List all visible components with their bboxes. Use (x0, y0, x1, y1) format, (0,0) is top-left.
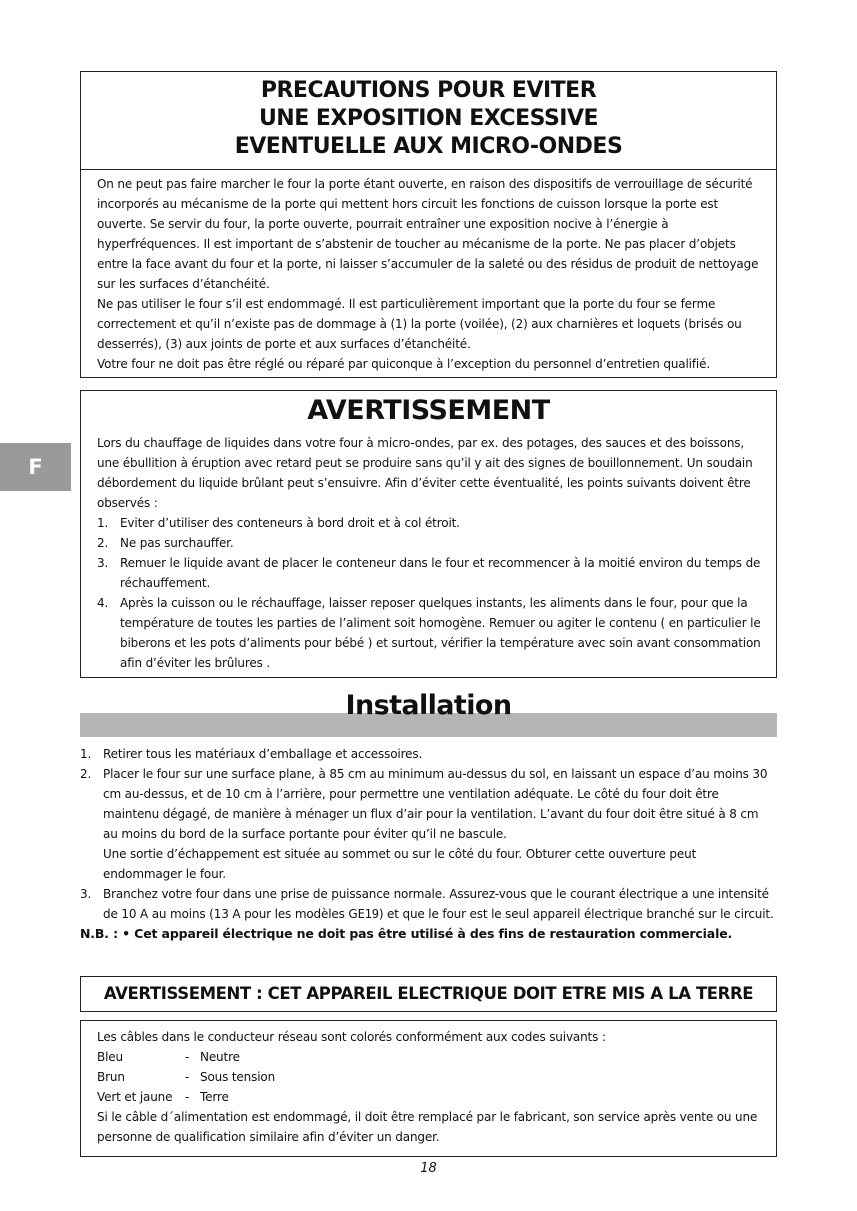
wire-color: Brun (97, 1070, 125, 1084)
avertissement-body (97, 433, 761, 673)
earth-warning-text: AVERTISSEMENT : CET APPAREIL ELECTRIQUE DOIT ETRE MIS A LA TERRE (103, 984, 754, 1003)
list-item (97, 553, 761, 593)
list-text: Placer le four sur une surface plane, à 85 cm au minimum au-dessus du sol, en laissant un espace d’au moins 30 cm au-dessus, et de 10 cm à l’arrière, pour permettre une ventilation adéquate. Le côté du four doit être maintenu dégagé, de manière à ménager un flux d’air pour la ventilation. L’avant du four doit être situé à 8 cm au moins du bord de la surface portante pour éviter qu’il ne bascule. (103, 767, 768, 841)
wire-row (97, 1047, 761, 1067)
page-number: 18 (420, 1161, 437, 1176)
list-number: 2. (80, 767, 92, 781)
wire-dash: - (185, 1070, 190, 1084)
installation-body (80, 744, 775, 944)
precautions-title-line: EVENTUELLE AUX MICRO-ONDES (234, 134, 623, 159)
list-item (97, 593, 761, 673)
precautions-paragraph: Votre four ne doit pas être réglé ou réparé par quiconque à l’exception du personnel d’entretien qualifié. (97, 357, 711, 371)
model-code: E19 (357, 907, 379, 921)
list-text: Ne pas surchauffer. (120, 536, 234, 550)
precautions-title (81, 72, 776, 161)
list-item (97, 533, 761, 553)
precautions-divider (80, 169, 777, 170)
list-number: 1. (80, 747, 92, 761)
wire-meaning: Sous tension (200, 1070, 276, 1084)
list-text: Remuer le liquide avant de placer le conteneur dans le four et recommencer à la moitié environ du temps de réchauffement. (120, 556, 761, 590)
installation-title: Installation (345, 690, 512, 721)
precautions-title-line: PRECAUTIONS POUR EVITER (260, 78, 597, 103)
installation-list (80, 744, 775, 924)
wire-dash: - (185, 1050, 190, 1064)
wiring-outro: Si le câble d´alimentation est endommagé, il doit être remplacé par le fabricant, son service après vente ou une personne de qualification similaire afin d’éviter un danger. (97, 1110, 758, 1144)
list-text: Une sortie d’échappement est située au sommet ou sur le côté du four. Obturer cette ouverture peut endommager le four. (103, 847, 697, 881)
list-number: 3. (97, 556, 109, 570)
precautions-paragraph: On ne peut pas faire marcher le four la porte étant ouverte, en raison des dispositifs de verrouillage de sécurité incorporés au mécanisme de la porte qui mettent hors circuit les fonctions de cuisson lorsque la porte est ouverte. Se servir du four, la porte ouverte, pourrait entraîner une exposition nocive à l’énergie à hyperfréquences. Il est important de s’abstenir de toucher au mécanisme de la porte. Ne pas placer d’objets entre la face avant du four et la porte, ni laisser s’accumuler de la saleté ou des résidus de produit de nettoyage sur les surfaces d’étanchéité. (97, 177, 759, 291)
list-item (97, 513, 761, 533)
earth-warning-box (80, 976, 777, 1012)
list-number: 1. (97, 516, 109, 530)
wire-color: Vert et jaune (97, 1090, 173, 1104)
list-text: Eviter d’utiliser des conteneurs à bord droit et à col étroit. (120, 516, 460, 530)
wire-meaning: Neutre (200, 1050, 240, 1064)
wire-color: Bleu (97, 1050, 123, 1064)
list-number: 2. (97, 536, 109, 550)
precautions-title-line: UNE EXPOSITION EXCESSIVE (258, 106, 599, 131)
wire-dash: - (185, 1090, 190, 1104)
wire-meaning: Terre (200, 1090, 229, 1104)
list-item (80, 744, 775, 764)
list-number: 3. (80, 887, 92, 901)
wire-row (97, 1087, 761, 1107)
wiring-body (97, 1027, 761, 1147)
wiring-intro: Les câbles dans le conducteur réseau sont colorés conformément aux codes suivants : (97, 1030, 606, 1044)
list-item (80, 884, 775, 924)
precautions-paragraph: Ne pas utiliser le four s’il est endommagé. Il est particulièrement important que la porte du four se ferme correctement et qu’il n’existe pas de dommage à (1) la porte (voilée), (2) aux charnières et loquets (brisés ou desserrés), (3) aux joints de porte et aux surfaces d’étanchéité. (97, 297, 742, 351)
list-text: ) et que le four est le seul appareil électrique branché sur le circuit. (378, 907, 774, 921)
list-text: Retirer tous les matériaux d’emballage et accessoires. (103, 747, 423, 761)
list-item (80, 764, 775, 884)
language-tab: F (0, 443, 71, 491)
avertissement-list (97, 513, 761, 673)
list-text: Branchez votre four dans une prise de puissance normale. Assurez-vous que le courant électrique a une intensité de 10 A au moins (13 A pour les modèles G (103, 887, 769, 921)
avertissement-title: AVERTISSEMENT (307, 395, 550, 426)
avertissement-intro: Lors du chauffage de liquides dans votre four à micro-ondes, par ex. des potages, des sauces et des boissons, une ébullition à éruption avec retard peut se produire sans qu’il y ait des signes de bouillonnement. Un soudain débordement du liquide brûlant peut s’ensuivre. Afin d’éviter cette éventualité, les points suivants doivent être observés : (97, 436, 753, 510)
nb-note: N.B. : • Cet appareil électrique ne doit pas être utilisé à des fins de restauration commerciale. (80, 926, 733, 941)
precautions-body (97, 174, 761, 374)
wire-row (97, 1067, 761, 1087)
list-text: Après la cuisson ou le réchauffage, laisser reposer quelques instants, les aliments dans le four, pour que la température de toutes les parties de l’aliment soit homogène. Remuer ou agiter le contenu ( en particulier le biberons et les pots d’aliments pour bébé ) et surtout, vérifier la température avec soin avant consommation afin d’éviter les brûlures . (120, 596, 761, 670)
list-number: 4. (97, 596, 109, 610)
